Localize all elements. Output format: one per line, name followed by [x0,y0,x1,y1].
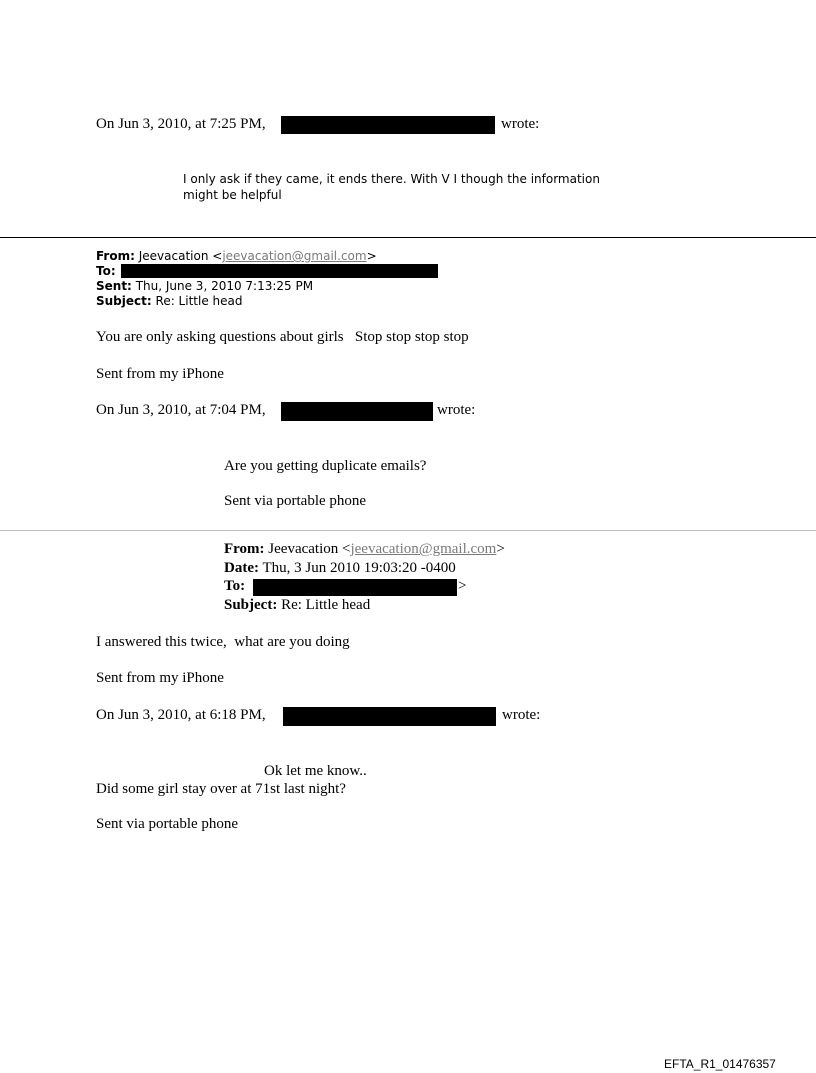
header2-subject-value: Re: Little head [281,597,371,613]
header1-subject [96,294,242,308]
quote2-signature: Sent via portable phone [224,493,367,509]
header2-from-email[interactable]: jeevacation@gmail.com [350,541,497,557]
redaction-bar [281,402,433,421]
header2-from-name: Jeevacation < [268,541,351,557]
quote1-attribution [96,116,266,133]
header2-from-label: From: [224,541,265,557]
quote1-body-line2: might be helpful [183,188,282,202]
header2-subject [224,597,370,614]
header1-sent-label: Sent: [96,279,132,293]
quote3-suffix: wrote: [502,707,541,723]
header2-date-label: Date: [224,560,259,576]
quote3-prefix: On Jun 3, 2010, at 6:18 PM, [96,707,266,723]
header2-from-close: > [496,541,505,557]
header1-from [96,249,377,263]
quote3-body-line2: Did some girl stay over at 71st last night? [96,781,346,797]
message2-signature: Sent from my iPhone [96,670,224,686]
message1-body: You are only asking questions about girls Stop stop stop stop [96,329,469,345]
quote2-prefix: On Jun 3, 2010, at 7:04 PM, [96,402,266,418]
message2-body: I answered this twice, what are you doing [96,634,350,650]
message1-signature: Sent from my iPhone [96,366,224,382]
header1-from-name: Jeevacation < [138,249,223,263]
quote1-suffix: wrote: [501,116,540,132]
redaction-bar [281,116,495,134]
quote1-body-line1: I only ask if they came, it ends there. With V I though the information [183,172,600,186]
header2-to [224,578,245,595]
header2-from [224,541,505,558]
redaction-bar [253,579,457,596]
header2-to-label: To: [224,578,246,594]
header2-date [224,560,456,577]
header1-sent-value: Thu, June 3, 2010 7:13:25 PM [135,279,314,293]
header1-from-email[interactable]: jeevacation@gmail.com [222,249,367,263]
header2-date-value: Thu, 3 Jun 2010 19:03:20 -0400 [262,560,456,576]
redaction-bar [121,264,438,278]
quote3-body-line1: Ok let me know.. [264,763,367,779]
header1-subject-value: Re: Little head [155,294,243,308]
quote1-prefix: On Jun 3, 2010, at 7:25 PM, [96,116,266,132]
redaction-bar [283,707,496,726]
divider [0,530,816,531]
header2-to-suffix: > [458,578,467,594]
quote2-body: Are you getting duplicate emails? [224,458,427,474]
header1-to-label: To: [96,264,116,278]
quote2-suffix: wrote: [437,402,476,418]
header1-from-label: From: [96,249,135,263]
header1-to [96,264,116,278]
header1-sent [96,279,313,293]
document-id: EFTA_R1_01476357 [664,1057,776,1071]
header2-subject-label: Subject: [224,597,278,613]
header1-from-close: > [366,249,377,263]
quote3-signature: Sent via portable phone [96,816,239,832]
divider [0,237,816,238]
header1-subject-label: Subject: [96,294,152,308]
